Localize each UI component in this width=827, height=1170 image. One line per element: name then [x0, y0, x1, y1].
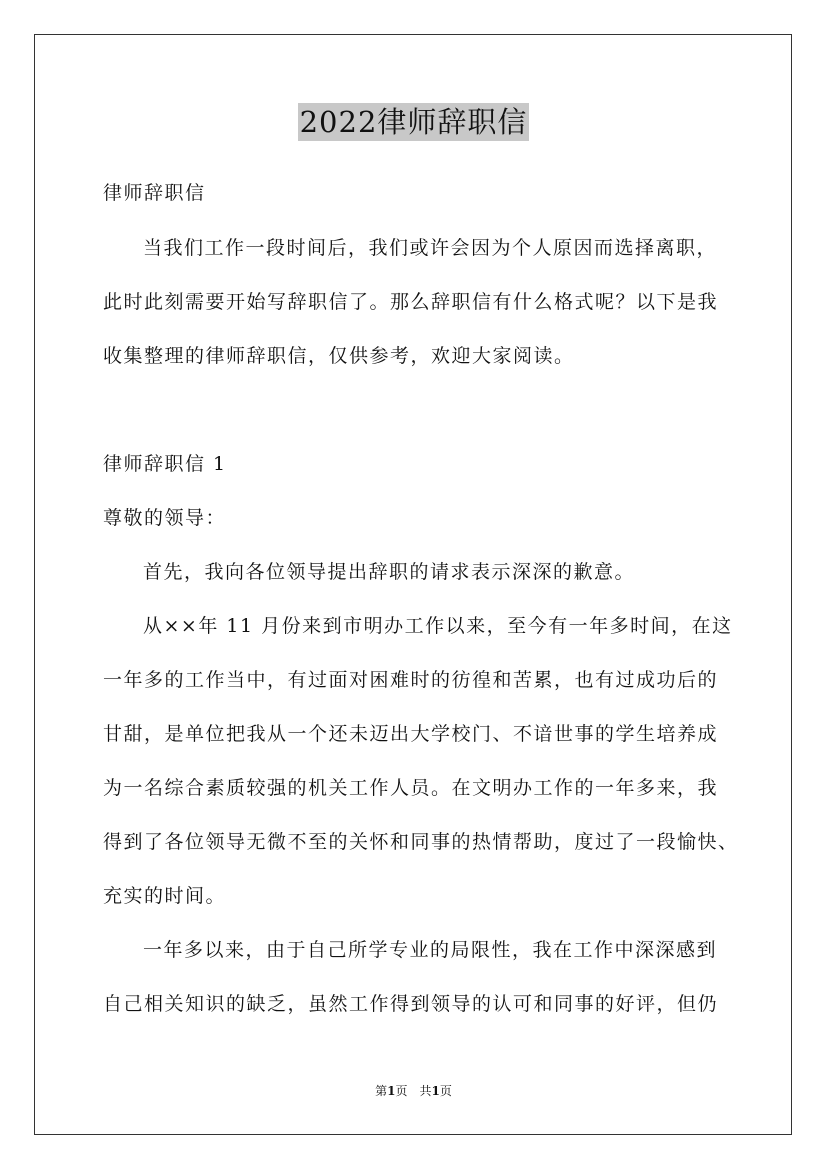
footer-suffix: 页 [439, 1084, 452, 1098]
footer-page-current: 1 [387, 1084, 396, 1098]
paragraph-2-line-3: 甘甜，是单位把我从一个还未迈出大学校门、不谙世事的学生培养成 [103, 723, 719, 745]
salutation: 尊敬的领导： [103, 507, 227, 529]
intro-line-1: 当我们工作一段时间后，我们或许会因为个人原因而选择离职， [143, 237, 718, 259]
section-title: 律师辞职信 1 [103, 453, 227, 475]
paragraph-2-line-6: 充实的时间。 [103, 885, 227, 907]
paragraph-2-line-1: 从××年 11 月份来到市明办工作以来，至今有一年多时间，在这 [143, 615, 733, 637]
paragraph-3-line-1: 一年多以来，由于自己所学专业的局限性，我在工作中深深感到 [143, 939, 718, 961]
paragraph-2-line-4: 为一名综合素质较强的机关工作人员。在文明办工作的一年多来，我 [103, 777, 719, 799]
page-footer [0, 1083, 827, 1099]
intro-line-3: 收集整理的律师辞职信，仅供参考，欢迎大家阅读。 [103, 345, 575, 367]
footer-prefix: 第 [375, 1084, 388, 1098]
document-heading: 律师辞职信 [103, 182, 206, 204]
footer-page-total: 1 [431, 1084, 440, 1098]
footer-mid: 页 共 [395, 1084, 432, 1098]
paragraph-2-line-5: 得到了各位领导无微不至的关怀和同事的热情帮助，度过了一段愉快、 [103, 831, 739, 853]
paragraph-2-line-2: 一年多的工作当中，有过面对困难时的彷徨和苦累，也有过成功后的 [103, 669, 719, 691]
paragraph-1: 首先，我向各位领导提出辞职的请求表示深深的歉意。 [143, 561, 636, 583]
intro-line-2: 此时此刻需要开始写辞职信了。那么辞职信有什么格式呢？以下是我 [103, 291, 719, 313]
paragraph-3-line-2: 自己相关知识的缺乏，虽然工作得到领导的认可和同事的好评，但仍 [103, 993, 719, 1015]
document-title: 2022律师辞职信 [299, 105, 528, 139]
title-container [0, 103, 827, 141]
